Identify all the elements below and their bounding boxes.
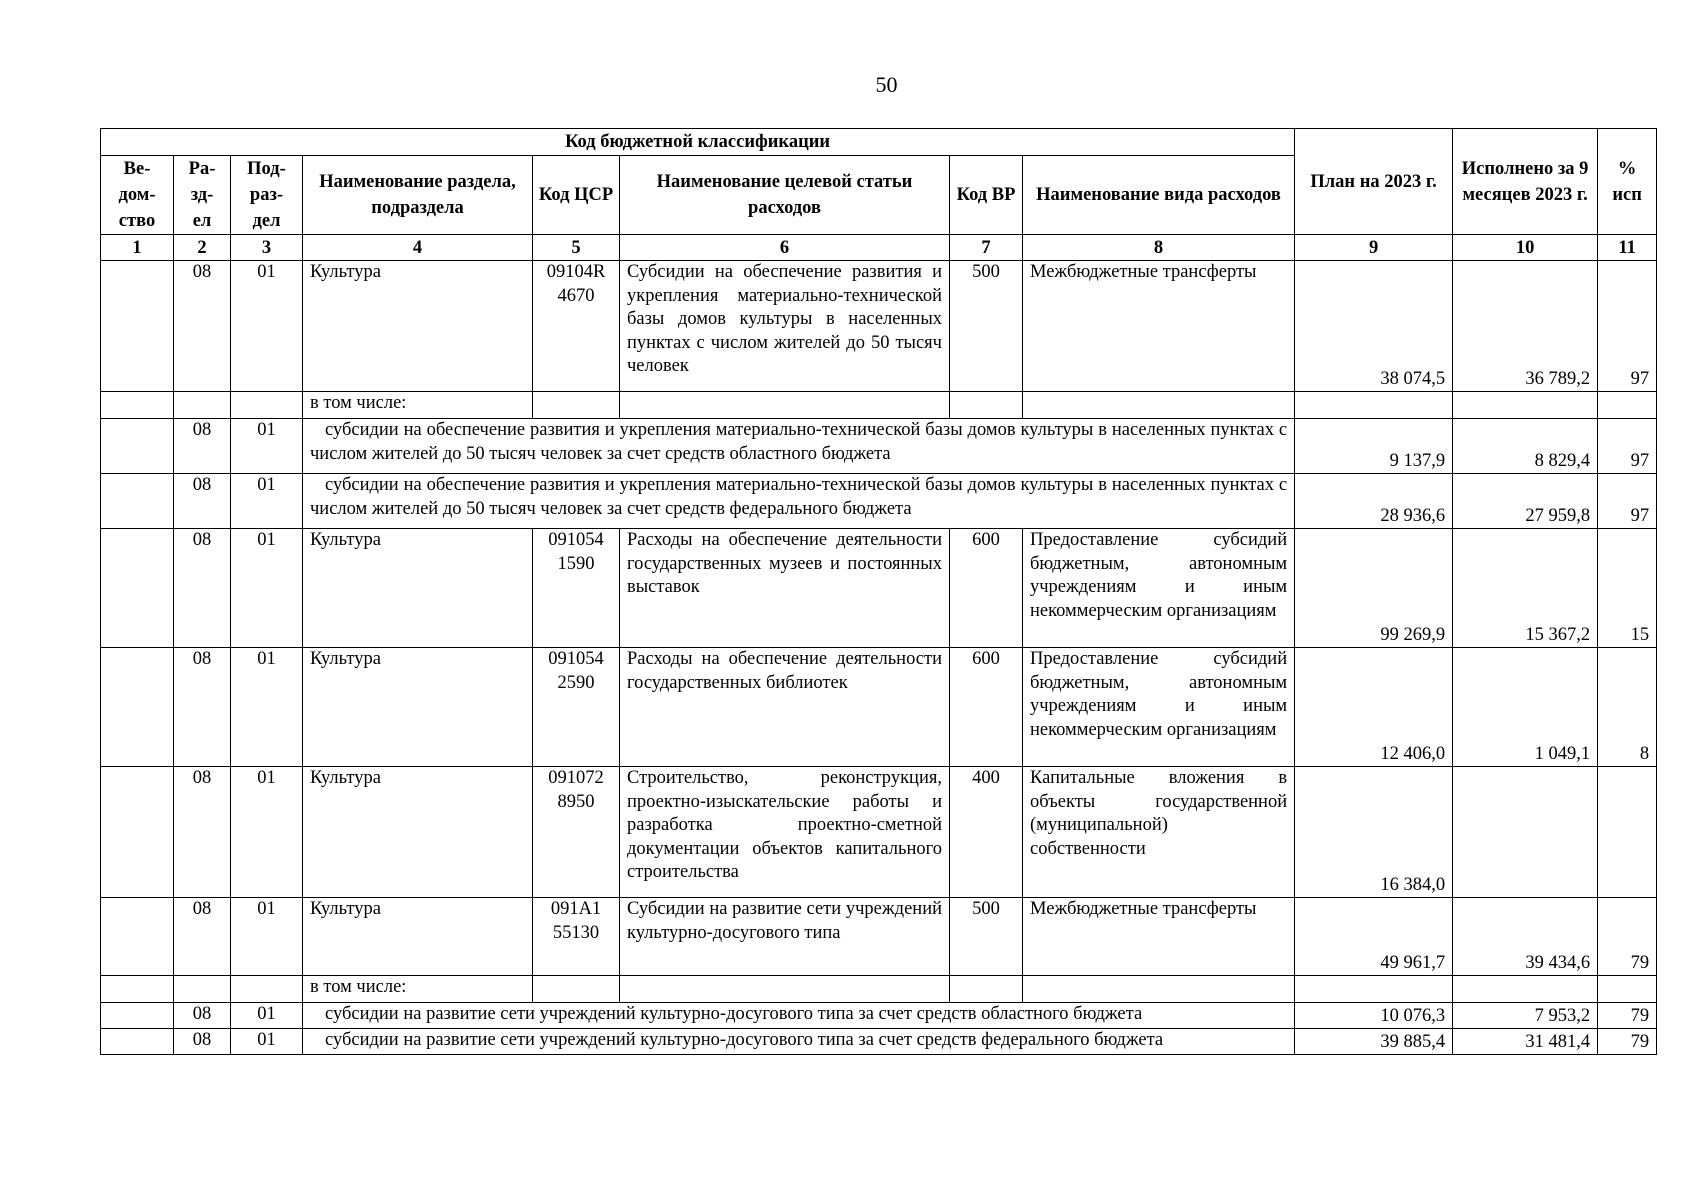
column-number: 3	[231, 235, 303, 261]
cell-plan: 9 137,9	[1295, 419, 1453, 474]
cell-csr-code: 091072 8950	[533, 767, 620, 898]
cell-plan: 49 961,7	[1295, 898, 1453, 976]
table-row-subitem	[101, 419, 1657, 474]
cell-department	[101, 648, 174, 767]
header-column-numbers	[101, 235, 1657, 261]
cell-plan: 10 076,3	[1295, 1003, 1453, 1029]
column-number: 4	[303, 235, 533, 261]
cell-section-name: Культура	[303, 898, 533, 976]
including-label: в том числе:	[303, 976, 533, 1003]
empty-cell	[620, 392, 950, 419]
empty-cell	[1023, 976, 1295, 1003]
header-plan: План на 2023 г.	[1295, 129, 1453, 235]
cell-section: 08	[174, 1003, 231, 1029]
cell-section: 08	[174, 1029, 231, 1055]
cell-executed: 1 049,1	[1453, 648, 1598, 767]
column-number: 6	[620, 235, 950, 261]
empty-cell	[101, 1029, 174, 1055]
header-csr-code: Код ЦСР	[533, 156, 620, 235]
empty-cell	[533, 392, 620, 419]
cell-section-name: Культура	[303, 767, 533, 898]
empty-cell	[101, 392, 174, 419]
header-department: Ве- дом- ство	[101, 156, 174, 235]
empty-cell	[231, 392, 303, 419]
cell-executed	[1453, 767, 1598, 898]
cell-plan: 28 936,6	[1295, 474, 1453, 529]
column-number: 10	[1453, 235, 1598, 261]
cell-executed: 7 953,2	[1453, 1003, 1598, 1029]
cell-vr-code: 600	[950, 529, 1023, 648]
table-row	[101, 648, 1657, 767]
cell-percent: 15	[1598, 529, 1657, 648]
table-row	[101, 529, 1657, 648]
empty-cell	[950, 392, 1023, 419]
cell-target-name: Субсидии на обеспечение развития и укрепления материально-технической базы домов культуры в населенных пунктах с числом жителей до 50 тысяч человек	[620, 261, 950, 392]
cell-vr-code: 400	[950, 767, 1023, 898]
header-group-title: Код бюджетной классификации	[101, 129, 1295, 156]
cell-executed: 31 481,4	[1453, 1029, 1598, 1055]
header-section: Ра- зд- ел	[174, 156, 231, 235]
empty-cell	[101, 1003, 174, 1029]
cell-executed: 27 959,8	[1453, 474, 1598, 529]
header-vr-code: Код ВР	[950, 156, 1023, 235]
table-row	[101, 898, 1657, 976]
table-row-including	[101, 392, 1657, 419]
header-percent: % исп	[1598, 129, 1657, 235]
empty-cell	[533, 976, 620, 1003]
cell-subitem-text: субсидии на обеспечение развития и укрепления материально-технической базы домов культуры в населенных пунктах с числом жителей до 50 тысяч человек за счет средств федерального бюджета	[303, 474, 1295, 529]
cell-target-name: Субсидии на развитие сети учреждений культурно-досугового типа	[620, 898, 950, 976]
cell-executed: 39 434,6	[1453, 898, 1598, 976]
cell-target-name: Расходы на обеспечение деятельности государственных библиотек	[620, 648, 950, 767]
budget-execution-table	[100, 128, 1657, 1055]
cell-plan: 38 074,5	[1295, 261, 1453, 392]
cell-expense-kind: Предоставление субсидий бюджетным, автономным учреждениям и иным некоммерческим организациям	[1023, 529, 1295, 648]
cell-section: 08	[174, 767, 231, 898]
cell-plan: 16 384,0	[1295, 767, 1453, 898]
header-section-name: Наименование раздела, подраздела	[303, 156, 533, 235]
page-number: 50	[875, 72, 898, 97]
column-number: 7	[950, 235, 1023, 261]
empty-cell	[1598, 976, 1657, 1003]
including-label: в том числе:	[303, 392, 533, 419]
header-executed: Исполнено за 9 месяцев 2023 г.	[1453, 129, 1598, 235]
cell-section-name: Культура	[303, 261, 533, 392]
empty-cell	[101, 474, 174, 529]
cell-subsection: 01	[231, 474, 303, 529]
table-row-subitem	[101, 1003, 1657, 1029]
cell-vr-code: 500	[950, 261, 1023, 392]
header-target-name: Наименование целевой статьи расходов	[620, 156, 950, 235]
empty-cell	[1453, 976, 1598, 1003]
column-number: 1	[101, 235, 174, 261]
cell-percent: 79	[1598, 1029, 1657, 1055]
cell-percent: 97	[1598, 419, 1657, 474]
column-number: 11	[1598, 235, 1657, 261]
table-row	[101, 767, 1657, 898]
cell-department	[101, 529, 174, 648]
cell-section: 08	[174, 419, 231, 474]
table-row-subitem	[101, 1029, 1657, 1055]
cell-vr-code: 500	[950, 898, 1023, 976]
cell-department	[101, 898, 174, 976]
cell-section: 08	[174, 529, 231, 648]
cell-target-name: Строительство, реконструкция, проектно-изыскательские работы и разработка проектно-сметной документации объектов капитального строительства	[620, 767, 950, 898]
cell-plan: 39 885,4	[1295, 1029, 1453, 1055]
column-number: 8	[1023, 235, 1295, 261]
cell-target-name: Расходы на обеспечение деятельности государственных музеев и постоянных выставок	[620, 529, 950, 648]
cell-section-name: Культура	[303, 529, 533, 648]
cell-executed: 8 829,4	[1453, 419, 1598, 474]
table-row-including	[101, 976, 1657, 1003]
cell-plan: 99 269,9	[1295, 529, 1453, 648]
cell-percent	[1598, 767, 1657, 898]
cell-subsection: 01	[231, 419, 303, 474]
cell-subitem-text: субсидии на обеспечение развития и укрепления материально-технической базы домов культуры в населенных пунктах с числом жителей до 50 тысяч человек за счет средств областного бюджета	[303, 419, 1295, 474]
cell-expense-kind: Межбюджетные трансферты	[1023, 898, 1295, 976]
cell-percent: 79	[1598, 898, 1657, 976]
empty-cell	[101, 976, 174, 1003]
cell-vr-code: 600	[950, 648, 1023, 767]
cell-section: 08	[174, 261, 231, 392]
empty-cell	[1598, 392, 1657, 419]
cell-percent: 97	[1598, 261, 1657, 392]
empty-cell	[1295, 976, 1453, 1003]
cell-expense-kind: Межбюджетные трансферты	[1023, 261, 1295, 392]
empty-cell	[174, 392, 231, 419]
cell-expense-kind: Предоставление субсидий бюджетным, автономным учреждениям и иным некоммерческим организациям	[1023, 648, 1295, 767]
cell-subitem-text: субсидии на развитие сети учреждений культурно-досугового типа за счет средств федерального бюджета	[303, 1029, 1295, 1055]
cell-csr-code: 091A1 55130	[533, 898, 620, 976]
cell-subitem-text: субсидии на развитие сети учреждений культурно-досугового типа за счет средств областного бюджета	[303, 1003, 1295, 1029]
empty-cell	[101, 419, 174, 474]
column-number: 9	[1295, 235, 1453, 261]
cell-plan: 12 406,0	[1295, 648, 1453, 767]
cell-department	[101, 767, 174, 898]
cell-section-name: Культура	[303, 648, 533, 767]
cell-section: 08	[174, 648, 231, 767]
empty-cell	[620, 976, 950, 1003]
cell-department	[101, 261, 174, 392]
column-number: 5	[533, 235, 620, 261]
cell-csr-code: 091054 2590	[533, 648, 620, 767]
empty-cell	[1023, 392, 1295, 419]
empty-cell	[231, 976, 303, 1003]
table-row-subitem	[101, 474, 1657, 529]
cell-subsection: 01	[231, 767, 303, 898]
cell-executed: 15 367,2	[1453, 529, 1598, 648]
cell-percent: 79	[1598, 1003, 1657, 1029]
column-number: 2	[174, 235, 231, 261]
empty-cell	[950, 976, 1023, 1003]
cell-subsection: 01	[231, 648, 303, 767]
cell-subsection: 01	[231, 1003, 303, 1029]
cell-subsection: 01	[231, 529, 303, 648]
table-row	[101, 261, 1657, 392]
cell-csr-code: 091054 1590	[533, 529, 620, 648]
empty-cell	[1453, 392, 1598, 419]
header-subsection: Под- раз- дел	[231, 156, 303, 235]
cell-section: 08	[174, 898, 231, 976]
cell-percent: 8	[1598, 648, 1657, 767]
header-expense-kind: Наименование вида расходов	[1023, 156, 1295, 235]
cell-section: 08	[174, 474, 231, 529]
cell-csr-code: 09104R 4670	[533, 261, 620, 392]
empty-cell	[1295, 392, 1453, 419]
cell-subsection: 01	[231, 898, 303, 976]
empty-cell	[174, 976, 231, 1003]
cell-executed: 36 789,2	[1453, 261, 1598, 392]
cell-subsection: 01	[231, 261, 303, 392]
cell-expense-kind: Капитальные вложения в объекты государственной (муниципальной) собственности	[1023, 767, 1295, 898]
cell-subsection: 01	[231, 1029, 303, 1055]
cell-percent: 97	[1598, 474, 1657, 529]
